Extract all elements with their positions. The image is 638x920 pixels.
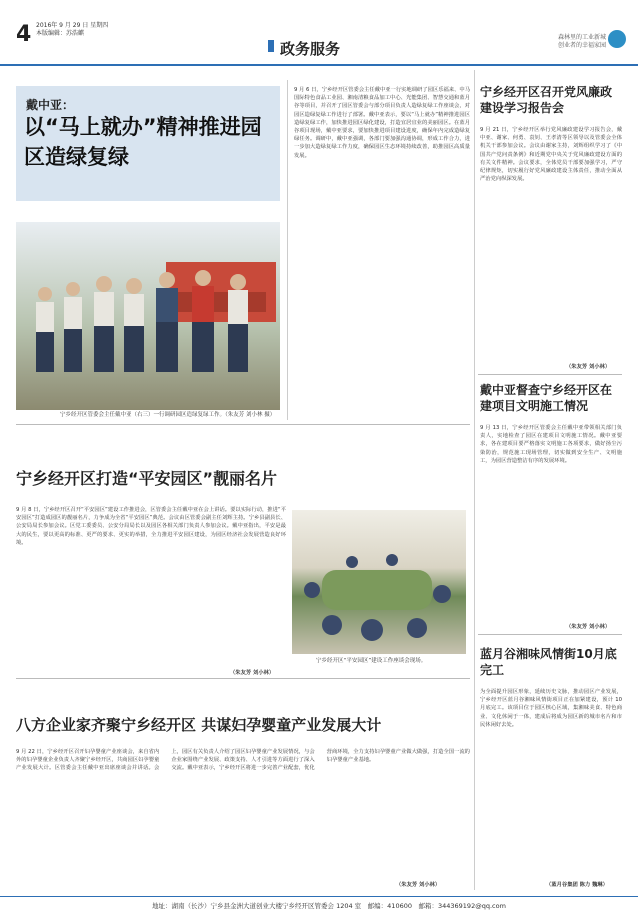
- divider-line: [478, 374, 622, 375]
- article3-title: 八方企业家齐聚宁乡经开区 共谋妇孕婴童产业发展大计: [16, 716, 382, 734]
- divider-line: [16, 424, 470, 425]
- right3-body: 为全面提升园区形象，延续历史文脉，推动园区产业发展，宁乡经开区蓝月谷湘味风情街项目正在加紧建设，预计 10 月底完工。该项目位于园区核心区域，集湘味美食、特色商业、文化休闲于一体，建成后将成为园区新的城市名片和市民休闲好去处。: [480, 689, 622, 728]
- tagline: [510, 34, 606, 50]
- right2-body: 9 月 13 日，宁乡经开区管委会主任戴中亚带领相关部门负责人，实地检查了园区在建项目文明施工情况。戴中亚要求，各在建项目要严格落实文明施工各项要求，做好扬尘污染防治，规范施工现场管理，切实做到安全生产、文明施工，为园区营造整洁有序的发展环境。: [480, 425, 622, 464]
- footer-address: 地址：湖南（长沙）宁乡县金洲大道创业大楼宁乡经开区管委会 1204 室 邮编：410600 邮箱：344369192@qq.com: [152, 902, 506, 910]
- article1-caption: 宁乡经开区管委会主任戴中亚（右三）一行调研园区造绿复绿工作。（朱友芳 刘小林 摄）: [60, 412, 276, 418]
- tagline-line-2: 创业者的幸福家园: [557, 42, 606, 49]
- article1-photo: [16, 222, 280, 410]
- date-line: 2016年 9 月 29 日 星期四: [36, 22, 109, 29]
- right1-credit: （朱友芳 刘小林）: [566, 364, 611, 370]
- issue-date: [36, 22, 108, 38]
- page-number: 4: [16, 22, 32, 47]
- section-title: 政务服务: [280, 40, 341, 58]
- divider-line: [16, 678, 470, 679]
- article2-title: 宁乡经开区打造“平安园区”靓丽名片: [16, 469, 278, 488]
- article2-photo-meeting: [292, 510, 466, 654]
- right1-body: 9 月 21 日，宁乡经开区举行党风廉政建设学习报告会，戴中亚、谢家、何勇、袁钊、王孝清等区领导以及管委会全体机关干部参加会议。会议由谢家主持，刘辉组织学习了《中国共产党问责条例》和近期党中央关于党风廉政建设方面的有关文件精神。会议要求，全体党员干部要加强学习，严守纪律规矩，切实履行好党风廉政建设主体责任，推动全面从严治党向纵深发展。: [480, 127, 622, 183]
- right3-title: 蓝月谷湘味风情街10月底完工: [480, 647, 617, 677]
- right3-credit: （蓝月谷集团 陈力 魏琳）: [546, 882, 608, 888]
- right-column-divider: [474, 70, 475, 890]
- page-header: [0, 0, 638, 66]
- article1-headline: 以“马上就办”精神推进园区造绿复绿: [24, 115, 262, 169]
- divider-line: [478, 634, 622, 635]
- tagline-line-1: 森林里的工业新城: [557, 34, 606, 41]
- park-logo-icon: [608, 30, 626, 48]
- article1-kicker: 戴中亚：: [26, 98, 75, 112]
- section-marker: [268, 40, 274, 52]
- editor-line: 本版编辑：苏浩麒: [36, 30, 85, 37]
- article1-photo-figures: [16, 222, 280, 410]
- article2-credit: （朱友芳 刘小林）: [230, 670, 275, 676]
- article3-body: 9 月 22 日，宁乡经开区召开妇孕婴童产业座谈会，来自省内外的妇孕婴童企业负责人齐聚宁乡经开区，共商园区妇孕婴童产业发展大计。区管委会主任戴中亚出席座谈会并讲话。会上，园区有关负责人介绍了园区妇孕婴童产业发展情况，与会企业家围绕产业发展、政策支持、人才引进等方面进行了深入交流。戴中亚表示，宁乡经开区将进一步完善产业配套，优化营商环境，全力支持妇孕婴童产业做大做强，打造全国一流的妇孕婴童产业基地。: [16, 749, 470, 772]
- article2-body: 9 月 8 日，宁乡经开区召开“平安园区”建设工作推进会，区管委会主任戴中亚在会上讲话。要以实际行动，推进“平安园区”打造成园区的靓丽名片，力争成为全省“平安园区”典范。会议由区管委会副主任刘辉主持。宁乡县副县长、公安局局长参加会议。区党工委委员、公安分局局长以及园区各相关部门负责人参加会议。戴中亚指出，平安是最大的民生，要以更高的标准、更严的要求、更实的举措，全力推进平安园区建设，为园区经济社会发展营造良好环境。: [16, 507, 286, 546]
- right2-credit: （朱友芳 刘小林）: [566, 624, 611, 630]
- article3-credit: （朱友芳 刘小林）: [396, 882, 441, 888]
- right2-title: 戴中亚督查宁乡经开区在建项目文明施工情况: [480, 383, 613, 413]
- article2-caption: 宁乡经开区“平安园区”建设工作座谈会现场。: [316, 658, 427, 664]
- article2-photo: [292, 510, 466, 654]
- article1-body: 9 月 6 日，宁乡经开区管委会主任戴中亚一行实地调研了园区乐福来、中马国际特色食品工业园、湘南清粮食品加工中心、光能集团、智慧交通和蓝月谷等项目，并召开了园区管委会与部分项目负责人造绿复绿工作座谈会，对园区造绿复绿工作进行了部署。戴中亚表示，要以“马上就办”精神推进园区造绿复绿工作，加快推进园区绿化建设，打造宜居宜业的美丽园区。在蓝月谷项目现场，戴中亚要求，要加快推进项目建设进度，确保年内完成造绿复绿任务。调研中，戴中亚强调，各部门要加强沟通协调，形成工作合力，进一步加大造绿复绿工作力度，确保园区生态环境持续改善，助推园区高质量发展。: [294, 87, 470, 159]
- column-divider: [287, 80, 288, 420]
- right1-title: 宁乡经开区召开党风廉政建设学习报告会: [480, 85, 613, 115]
